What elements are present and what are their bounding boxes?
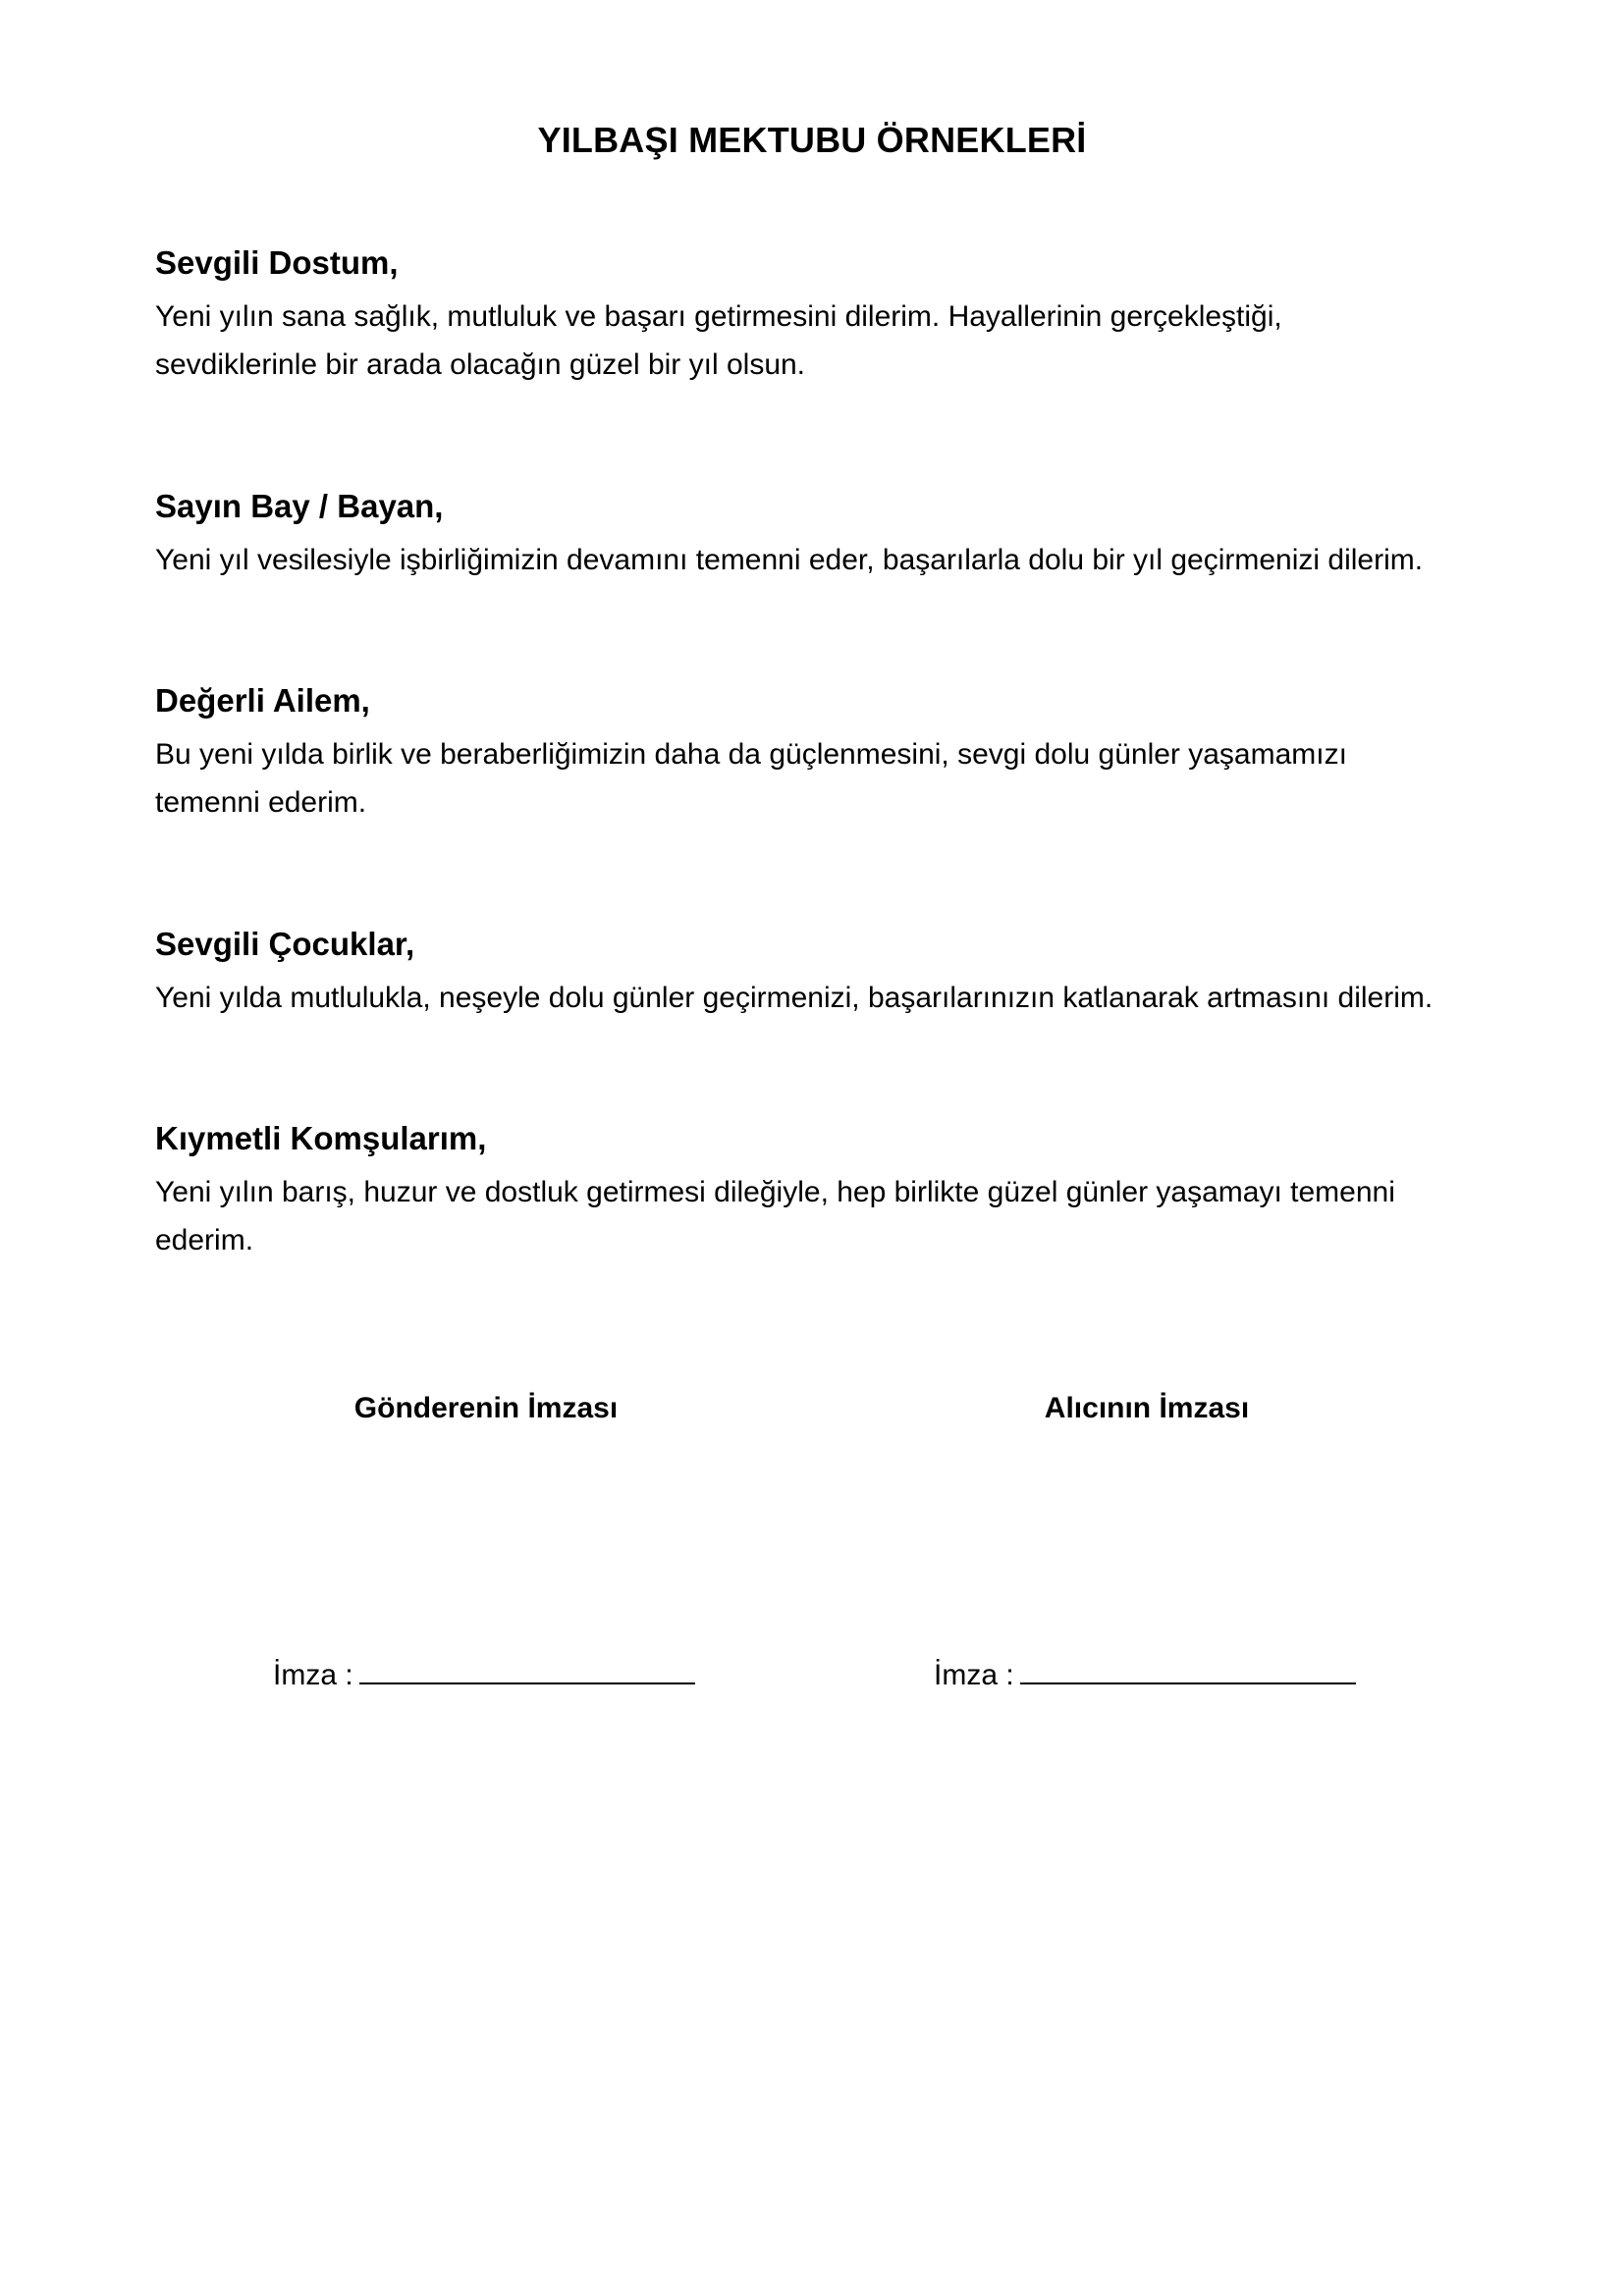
letter-salutation: Kıymetli Komşularım,	[155, 1120, 487, 1156]
letter-sevgili-dostum	[155, 243, 1490, 389]
letter-salutation: Sevgili Dostum,	[155, 244, 399, 281]
sender-signature-label: Gönderenin İmzası	[353, 1392, 619, 1424]
sender-signature-line	[273, 1655, 695, 1692]
letter-salutation: Değerli Ailem,	[155, 682, 370, 719]
letter-body: Yeni yılın barış, huzur ve dostluk getirmesi dileğiyle, hep birlikte güzel günler yaşamayı temenni ederim.	[155, 1176, 1395, 1256]
recipient-signature-field[interactable]	[1020, 1655, 1356, 1684]
recipient-signature-label: Alıcının İmzası	[1044, 1392, 1250, 1424]
letter-sevgili-cocuklar	[155, 925, 1490, 1022]
letter-salutation: Sayın Bay / Bayan,	[155, 488, 444, 524]
letter-body: Bu yeni yılda birlik ve beraberliğimizin daha da güçlenmesini, sevgi dolu günler yaşamamızı temenni ederim.	[155, 738, 1347, 819]
sender-signature-field[interactable]	[359, 1655, 695, 1684]
letter-salutation: Sevgili Çocuklar,	[155, 926, 415, 962]
letter-degerli-ailem	[155, 681, 1490, 827]
recipient-signature-line	[934, 1655, 1356, 1692]
document-title: YILBAŞI MEKTUBU ÖRNEKLERİ	[537, 120, 1087, 160]
sign-label: İmza :	[273, 1659, 353, 1691]
letter-body: Yeni yılda mutlulukla, neşeyle dolu günler geçirmenizi, başarılarınızın katlanarak artmasını dilerim.	[155, 982, 1434, 1014]
letter-sayin-bay-bayan	[155, 487, 1490, 584]
letter-body: Yeni yıl vesilesiyle işbirliğimizin devamını temenni eder, başarılarla dolu bir yıl geçirmenizi dilerim.	[155, 544, 1424, 576]
letter-kiymetli-komsularim	[155, 1119, 1490, 1264]
sign-label: İmza :	[934, 1659, 1014, 1691]
letter-body: Yeni yılın sana sağlık, mutluluk ve başarı getirmesini dilerim. Hayallerinin gerçekleştiği, sevdiklerinle bir arada olacağın güzel bir yıl olsun.	[155, 300, 1282, 381]
